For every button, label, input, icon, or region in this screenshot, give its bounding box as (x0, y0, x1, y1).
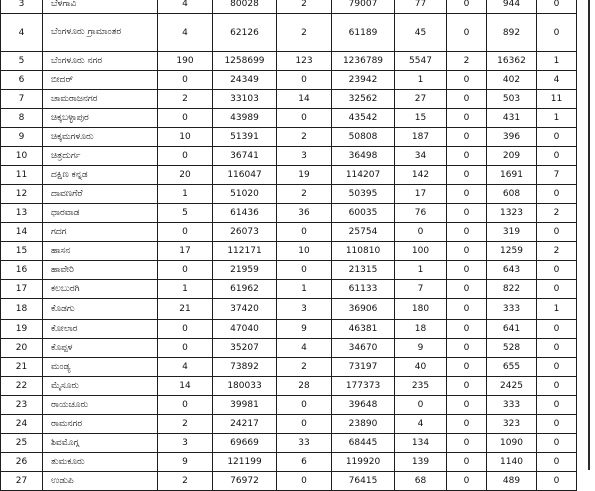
cell-f: 0 (447, 434, 487, 453)
row-number: 23 (1, 396, 43, 415)
cell-h: 0 (537, 415, 577, 434)
row-number: 26 (1, 453, 43, 472)
cell-d: 1236789 (332, 52, 395, 71)
cell-a: 2 (158, 415, 213, 434)
district-name: ಮಂಡ್ಯ (43, 358, 158, 377)
cell-d: 50395 (332, 185, 395, 204)
district-name: ಮೈಸೂರು (43, 377, 158, 396)
district-name: ತುಮಕೂರು (43, 453, 158, 472)
cell-d: 25754 (332, 223, 395, 242)
cell-e: 9 (395, 339, 447, 358)
row-number: 13 (1, 204, 43, 223)
cell-c: 14 (277, 90, 332, 109)
cell-e: 40 (395, 358, 447, 377)
cell-g: 1691 (487, 166, 537, 185)
cell-g: 1259 (487, 242, 537, 261)
cell-d: 61133 (332, 280, 395, 299)
cell-a: 0 (158, 320, 213, 339)
row-number: 25 (1, 434, 43, 453)
cell-f: 0 (447, 109, 487, 128)
table-row (1, 14, 577, 52)
cell-c: 0 (277, 396, 332, 415)
cell-b: 43989 (213, 109, 277, 128)
cell-f: 0 (447, 280, 487, 299)
row-number: 12 (1, 185, 43, 204)
cell-f: 0 (447, 147, 487, 166)
table-row (1, 280, 577, 299)
cell-g: 503 (487, 90, 537, 109)
cell-e: 5547 (395, 52, 447, 71)
cell-a: 2 (158, 472, 213, 491)
cell-c: 10 (277, 242, 332, 261)
table-row (1, 358, 577, 377)
cell-f: 0 (447, 453, 487, 472)
cell-b: 69669 (213, 434, 277, 453)
cell-c: 0 (277, 223, 332, 242)
cell-f: 0 (447, 377, 487, 396)
cell-c: 0 (277, 261, 332, 280)
cell-c: 2 (277, 0, 332, 14)
cell-b: 180033 (213, 377, 277, 396)
table-row (1, 299, 577, 320)
cell-h: 7 (537, 166, 577, 185)
district-name: ಉಡುಪಿ (43, 472, 158, 491)
district-name: ದಕ್ಷಿಣ ಕನ್ನಡ (43, 166, 158, 185)
cell-g: 528 (487, 339, 537, 358)
cell-c: 3 (277, 299, 332, 320)
cell-a: 4 (158, 14, 213, 52)
row-number: 8 (1, 109, 43, 128)
cell-f: 2 (447, 52, 487, 71)
row-number: 3 (1, 0, 43, 14)
cell-f: 0 (447, 320, 487, 339)
cell-g: 489 (487, 472, 537, 491)
cell-h: 0 (537, 377, 577, 396)
cell-d: 119920 (332, 453, 395, 472)
cell-a: 4 (158, 358, 213, 377)
cell-b: 73892 (213, 358, 277, 377)
cell-e: 76 (395, 204, 447, 223)
cell-g: 319 (487, 223, 537, 242)
cell-e: 0 (395, 223, 447, 242)
cell-c: 19 (277, 166, 332, 185)
district-name: ರಾಮನಗರ (43, 415, 158, 434)
cell-c: 123 (277, 52, 332, 71)
cell-h: 1 (537, 109, 577, 128)
cell-d: 23942 (332, 71, 395, 90)
cell-e: 235 (395, 377, 447, 396)
cell-a: 21 (158, 299, 213, 320)
cell-f: 0 (447, 0, 487, 14)
cell-e: 187 (395, 128, 447, 147)
cell-b: 1258699 (213, 52, 277, 71)
cell-e: 142 (395, 166, 447, 185)
district-name: ಗದಗ (43, 223, 158, 242)
row-number: 21 (1, 358, 43, 377)
table-row (1, 242, 577, 261)
cell-d: 76415 (332, 472, 395, 491)
cell-a: 1 (158, 185, 213, 204)
cell-e: 34 (395, 147, 447, 166)
table-row (1, 453, 577, 472)
cell-g: 402 (487, 71, 537, 90)
cell-a: 5 (158, 204, 213, 223)
cell-h: 0 (537, 453, 577, 472)
row-number: 22 (1, 377, 43, 396)
cell-f: 0 (447, 472, 487, 491)
table-row (1, 434, 577, 453)
cell-a: 9 (158, 453, 213, 472)
cell-b: 80028 (213, 0, 277, 14)
cell-b: 35207 (213, 339, 277, 358)
cell-b: 112171 (213, 242, 277, 261)
table-row (1, 185, 577, 204)
cell-d: 36906 (332, 299, 395, 320)
cell-h: 4 (537, 71, 577, 90)
cell-b: 21959 (213, 261, 277, 280)
row-number: 17 (1, 280, 43, 299)
cell-g: 333 (487, 299, 537, 320)
cell-g: 944 (487, 0, 537, 14)
cell-g: 608 (487, 185, 537, 204)
cell-d: 110810 (332, 242, 395, 261)
district-name: ಕೊಡಗು (43, 299, 158, 320)
district-name: ಬೆಂಗಳೂರು ನಗರ (43, 52, 158, 71)
cell-f: 0 (447, 299, 487, 320)
district-name: ಹಾಸನ (43, 242, 158, 261)
cell-a: 190 (158, 52, 213, 71)
district-name: ಚಿಕ್ಕಮಗಳೂರು (43, 128, 158, 147)
cell-f: 0 (447, 339, 487, 358)
cell-h: 0 (537, 223, 577, 242)
cell-a: 20 (158, 166, 213, 185)
row-number: 5 (1, 52, 43, 71)
row-number: 10 (1, 147, 43, 166)
cell-d: 46381 (332, 320, 395, 339)
cell-h: 0 (537, 358, 577, 377)
cell-f: 0 (447, 90, 487, 109)
cell-e: 134 (395, 434, 447, 453)
cell-h: 0 (537, 280, 577, 299)
cell-f: 0 (447, 166, 487, 185)
cell-b: 39981 (213, 396, 277, 415)
table-row (1, 261, 577, 280)
district-name: ಹಾವೇರಿ (43, 261, 158, 280)
cell-a: 0 (158, 147, 213, 166)
cell-a: 0 (158, 261, 213, 280)
cell-a: 0 (158, 223, 213, 242)
cell-c: 2 (277, 14, 332, 52)
cell-h: 0 (537, 396, 577, 415)
cell-g: 16362 (487, 52, 537, 71)
row-number: 7 (1, 90, 43, 109)
cell-b: 51020 (213, 185, 277, 204)
cell-b: 61436 (213, 204, 277, 223)
row-number: 20 (1, 339, 43, 358)
cell-g: 396 (487, 128, 537, 147)
cell-b: 116047 (213, 166, 277, 185)
cell-c: 9 (277, 320, 332, 339)
cell-c: 28 (277, 377, 332, 396)
cell-a: 0 (158, 339, 213, 358)
cell-e: 0 (395, 396, 447, 415)
cell-g: 209 (487, 147, 537, 166)
cell-h: 1 (537, 299, 577, 320)
cell-a: 4 (158, 0, 213, 14)
table-row (1, 320, 577, 339)
district-name: ಧಾರವಾಡ (43, 204, 158, 223)
cell-a: 1 (158, 280, 213, 299)
cell-f: 0 (447, 415, 487, 434)
cell-e: 15 (395, 109, 447, 128)
row-number: 4 (1, 14, 43, 52)
table-row (1, 223, 577, 242)
cell-d: 36498 (332, 147, 395, 166)
cell-h: 0 (537, 185, 577, 204)
table-row (1, 339, 577, 358)
table-row (1, 204, 577, 223)
cell-g: 323 (487, 415, 537, 434)
cell-d: 43542 (332, 109, 395, 128)
cell-h: 0 (537, 320, 577, 339)
row-number: 14 (1, 223, 43, 242)
row-number: 15 (1, 242, 43, 261)
district-name: ಬೆಂಗಳೂರು ಗ್ರಾಮಾಂತರ (43, 14, 158, 52)
table-row (1, 52, 577, 71)
cell-h: 0 (537, 261, 577, 280)
cell-d: 39648 (332, 396, 395, 415)
district-name: ಬೀದರ್ (43, 71, 158, 90)
district-name: ರಾಯಚೂರು (43, 396, 158, 415)
cell-d: 21315 (332, 261, 395, 280)
cell-b: 33103 (213, 90, 277, 109)
cell-f: 0 (447, 204, 487, 223)
cell-f: 0 (447, 14, 487, 52)
cell-d: 79007 (332, 0, 395, 14)
cell-b: 51391 (213, 128, 277, 147)
cell-e: 7 (395, 280, 447, 299)
cell-d: 61189 (332, 14, 395, 52)
cell-h: 0 (537, 14, 577, 52)
table-row (1, 377, 577, 396)
cell-g: 892 (487, 14, 537, 52)
row-number: 27 (1, 472, 43, 491)
cell-c: 33 (277, 434, 332, 453)
cell-d: 23890 (332, 415, 395, 434)
cell-f: 0 (447, 242, 487, 261)
cell-c: 2 (277, 128, 332, 147)
cell-c: 2 (277, 185, 332, 204)
table-row (1, 472, 577, 491)
cell-c: 0 (277, 472, 332, 491)
cell-f: 0 (447, 261, 487, 280)
cell-g: 655 (487, 358, 537, 377)
district-name: ದಾವಣಗೆರೆ (43, 185, 158, 204)
cell-c: 4 (277, 339, 332, 358)
cell-g: 643 (487, 261, 537, 280)
cell-e: 17 (395, 185, 447, 204)
cell-e: 139 (395, 453, 447, 472)
district-name: ಕೊಪ್ಪಳ (43, 339, 158, 358)
district-name: ಚಿಕ್ಕಬಳ್ಳಾಪುರ (43, 109, 158, 128)
cell-g: 1323 (487, 204, 537, 223)
cell-g: 333 (487, 396, 537, 415)
cell-g: 822 (487, 280, 537, 299)
cell-h: 0 (537, 128, 577, 147)
cell-g: 1090 (487, 434, 537, 453)
row-number: 18 (1, 299, 43, 320)
table-row (1, 166, 577, 185)
district-name: ಚಿತ್ರದುರ್ಗ (43, 147, 158, 166)
cell-c: 1 (277, 280, 332, 299)
cell-f: 0 (447, 396, 487, 415)
cell-d: 68445 (332, 434, 395, 453)
cell-d: 114207 (332, 166, 395, 185)
cell-d: 73197 (332, 358, 395, 377)
cell-b: 61962 (213, 280, 277, 299)
cell-g: 431 (487, 109, 537, 128)
cell-c: 2 (277, 358, 332, 377)
cell-e: 4 (395, 415, 447, 434)
cell-b: 24217 (213, 415, 277, 434)
cell-h: 0 (537, 472, 577, 491)
table-body (1, 0, 577, 491)
district-name: ಕೋಲಾರ (43, 320, 158, 339)
cell-a: 14 (158, 377, 213, 396)
cell-a: 3 (158, 434, 213, 453)
cell-f: 0 (447, 223, 487, 242)
cell-b: 62126 (213, 14, 277, 52)
table-row (1, 396, 577, 415)
cell-h: 0 (537, 339, 577, 358)
cell-g: 641 (487, 320, 537, 339)
cell-b: 37420 (213, 299, 277, 320)
row-number: 16 (1, 261, 43, 280)
cell-b: 47040 (213, 320, 277, 339)
cell-h: 0 (537, 147, 577, 166)
district-name: ಶಿವಮೊಗ್ಗ (43, 434, 158, 453)
cell-d: 177373 (332, 377, 395, 396)
cell-h: 0 (537, 434, 577, 453)
cell-d: 50808 (332, 128, 395, 147)
cell-g: 2425 (487, 377, 537, 396)
cell-b: 76972 (213, 472, 277, 491)
row-number: 6 (1, 71, 43, 90)
cell-d: 34670 (332, 339, 395, 358)
cell-f: 0 (447, 358, 487, 377)
cell-e: 27 (395, 90, 447, 109)
table-row (1, 0, 577, 14)
cell-c: 0 (277, 109, 332, 128)
cell-a: 0 (158, 396, 213, 415)
cell-e: 180 (395, 299, 447, 320)
table-row (1, 128, 577, 147)
cell-a: 2 (158, 90, 213, 109)
cell-h: 1 (537, 52, 577, 71)
cell-c: 0 (277, 71, 332, 90)
cell-e: 45 (395, 14, 447, 52)
cell-a: 17 (158, 242, 213, 261)
cell-b: 24349 (213, 71, 277, 90)
cell-a: 0 (158, 71, 213, 90)
cell-e: 77 (395, 0, 447, 14)
row-number: 9 (1, 128, 43, 147)
cell-e: 100 (395, 242, 447, 261)
cell-g: 1140 (487, 453, 537, 472)
cell-e: 68 (395, 472, 447, 491)
cell-e: 1 (395, 261, 447, 280)
district-name: ಚಾಮರಾಜನಗರ (43, 90, 158, 109)
cell-c: 6 (277, 453, 332, 472)
cell-d: 60035 (332, 204, 395, 223)
row-number: 11 (1, 166, 43, 185)
cell-d: 32562 (332, 90, 395, 109)
table-row (1, 147, 577, 166)
cell-a: 0 (158, 109, 213, 128)
cell-b: 121199 (213, 453, 277, 472)
cell-h: 2 (537, 204, 577, 223)
row-number: 19 (1, 320, 43, 339)
cell-f: 0 (447, 185, 487, 204)
cell-a: 10 (158, 128, 213, 147)
cell-e: 18 (395, 320, 447, 339)
table-row (1, 90, 577, 109)
cell-b: 36741 (213, 147, 277, 166)
district-name: ಬೆಳಗಾವಿ (43, 0, 158, 14)
table-row (1, 415, 577, 434)
table-row (1, 109, 577, 128)
cell-h: 0 (537, 0, 577, 14)
cell-h: 11 (537, 90, 577, 109)
district-name: ಕಲಬುರಗಿ (43, 280, 158, 299)
table-row (1, 71, 577, 90)
cell-e: 1 (395, 71, 447, 90)
cell-f: 0 (447, 128, 487, 147)
cell-c: 36 (277, 204, 332, 223)
cell-h: 2 (537, 242, 577, 261)
cell-c: 3 (277, 147, 332, 166)
cell-c: 0 (277, 415, 332, 434)
row-number: 24 (1, 415, 43, 434)
cell-f: 0 (447, 71, 487, 90)
cell-b: 26073 (213, 223, 277, 242)
